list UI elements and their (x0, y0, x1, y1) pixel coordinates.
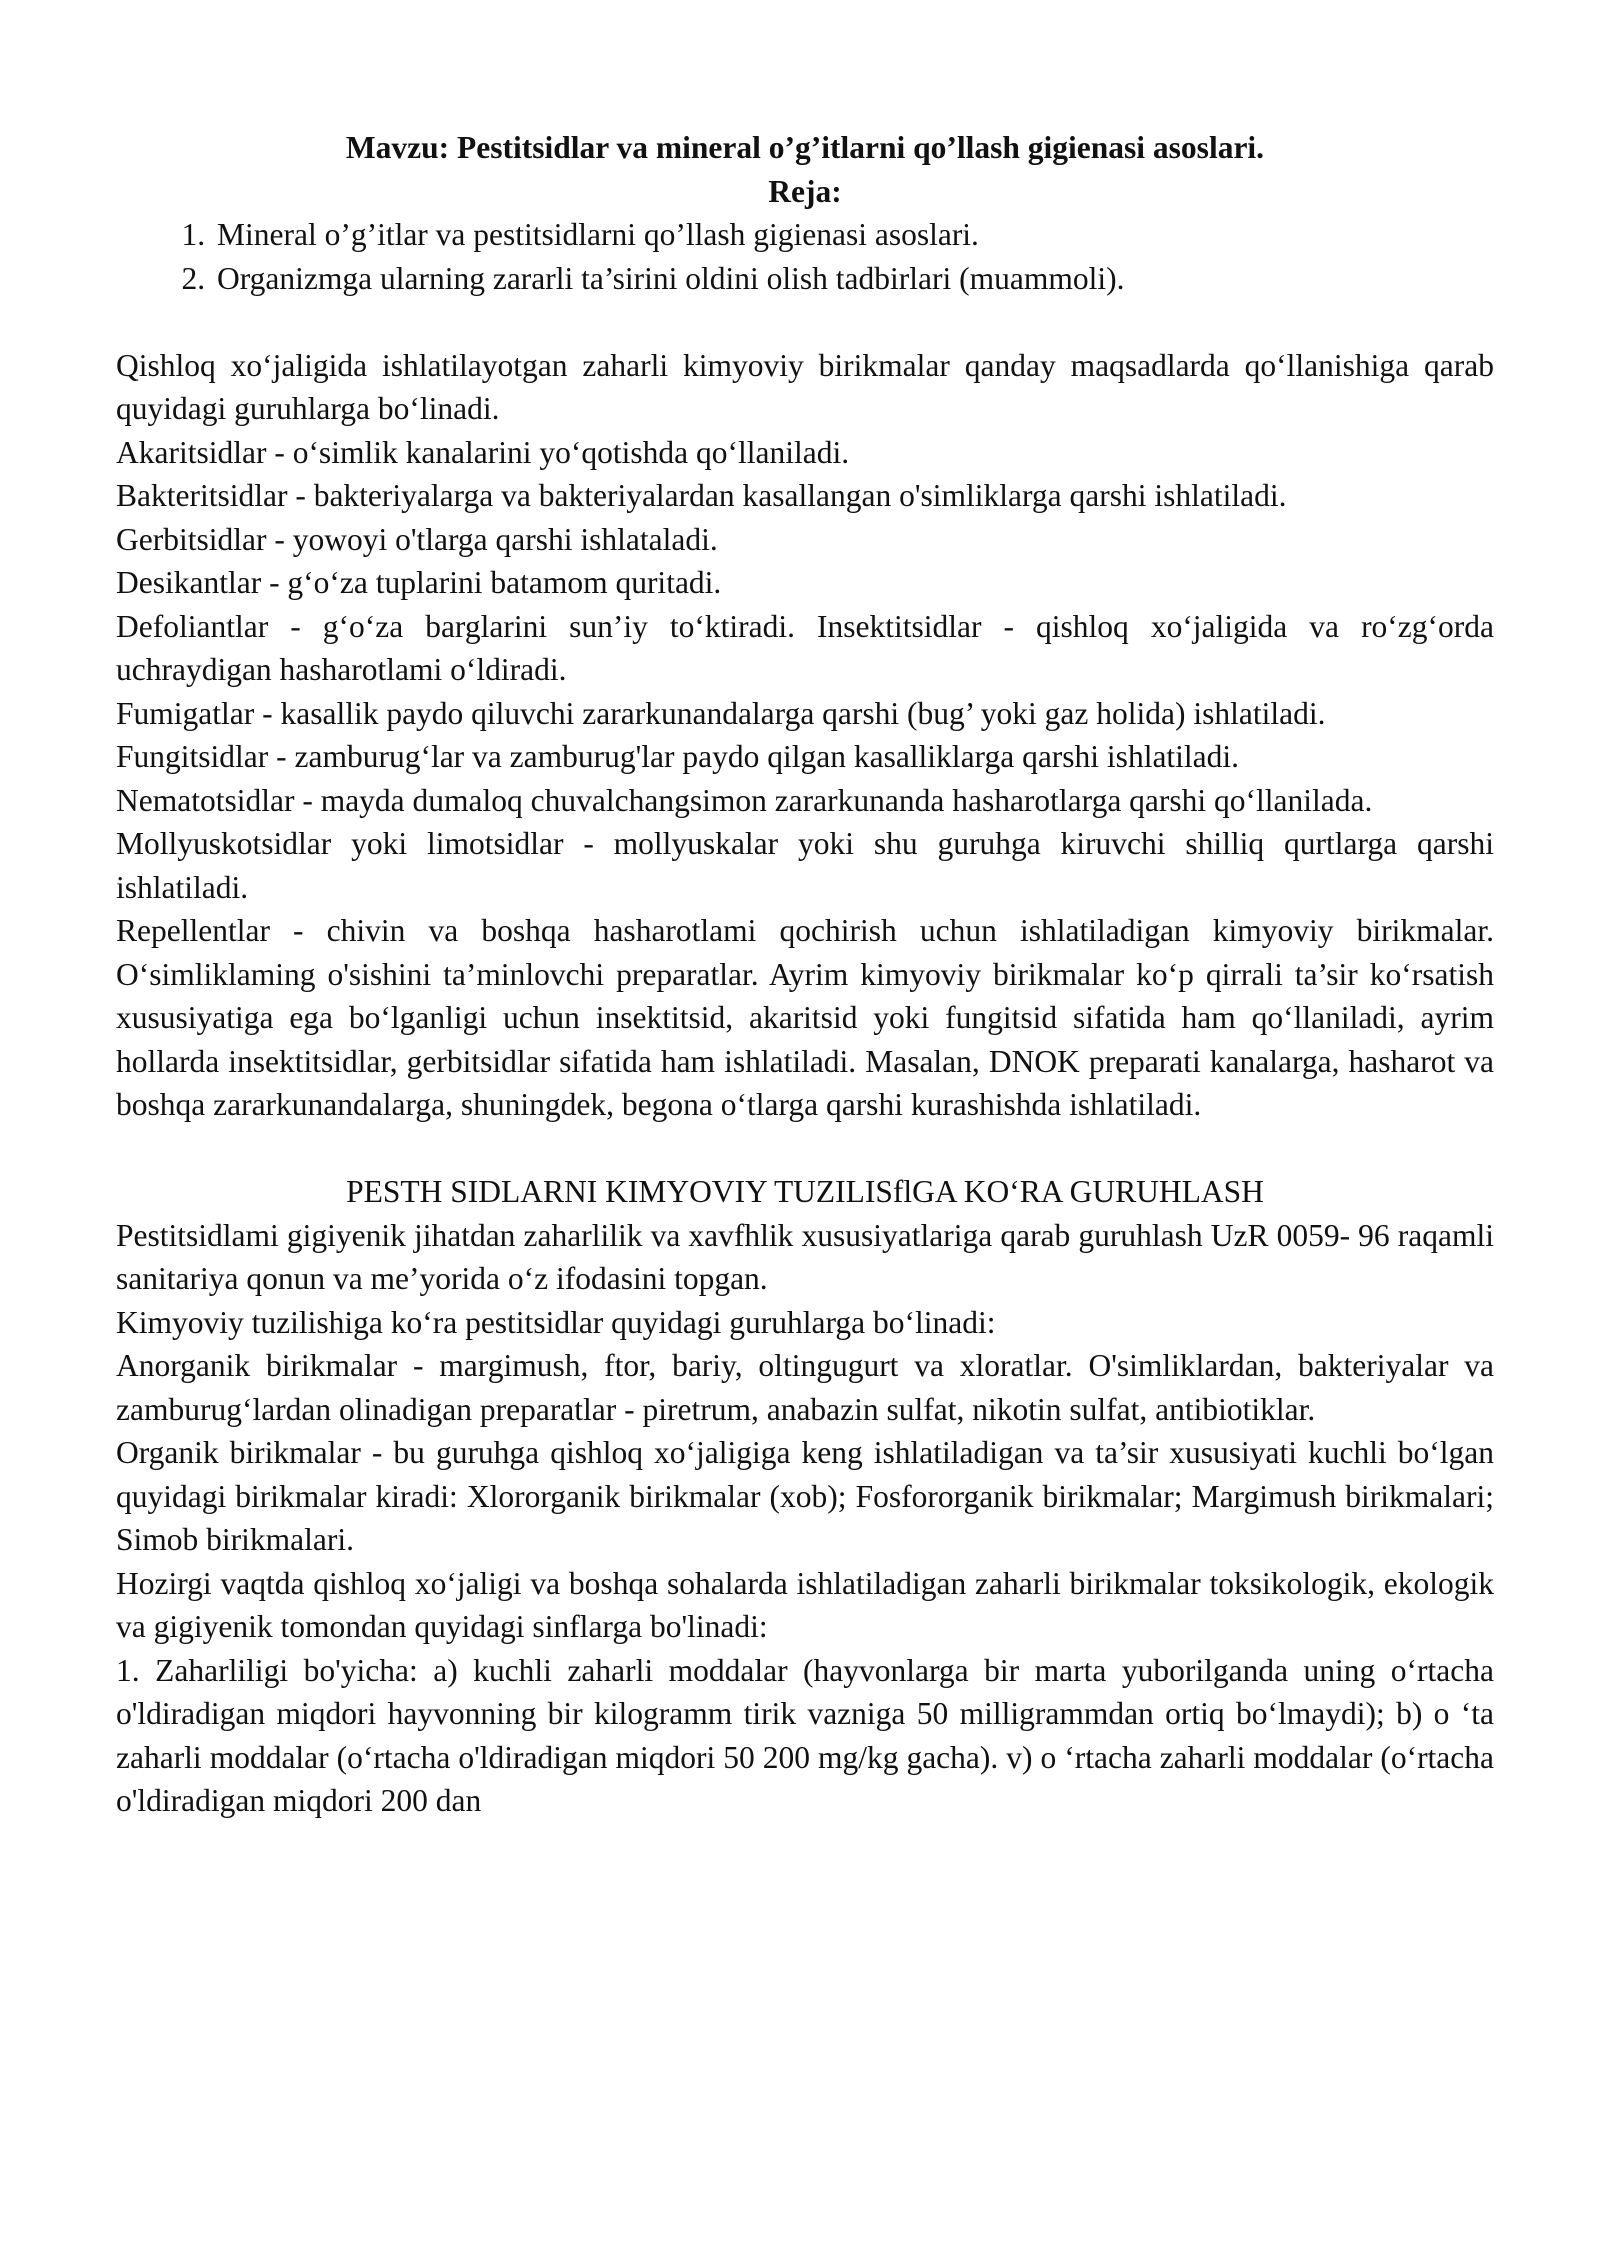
spacer (116, 300, 1494, 344)
plan-heading: Reja: (768, 173, 842, 209)
document-title: Mavzu: Pestitsidlar va mineral o’g’itlarni qo’llash gigienasi asoslari. (345, 130, 1265, 165)
paragraph-nematotsidlar: Nematotsidlar - mayda dumaloq chuvalchangsimon zararkunanda hasharotlarga qarshi qo‘llanilada. (116, 782, 1373, 818)
paragraph-zaharliligi: 1. Zaharliligi bo'yicha: a) kuchli zaharli moddalar (hayvonlarga bir marta yuborilganda uning o‘rtacha o'ldiradigan miqdori hayvonning bir kilogramm tirik vazniga 50 milligrammdan ortiq bo‘lmaydi); b) o ‘ta zaharli moddalar (o‘rtacha o'ldiradigan miqdori 50 200 mg/kg gacha). v) o ‘rtacha zaharli moddalar (o‘rtacha o'ldiradigan miqdori 200 dan (116, 1652, 1494, 1818)
paragraph-fumigatlar: Fumigatlar - kasallik paydo qiluvchi zararkunandalarga qarshi (bug’ yoki gaz holida) ishlatiladi. (116, 695, 1326, 731)
paragraph-sinflar: Hozirgi vaqtda qishloq xo‘jaligi va boshqa sohalarda ishlatiladigan zaharli birikmalar toksikologik, ekologik va gigiyenik tomondan quyidagi sinflarga bo'linadi: (116, 1565, 1494, 1644)
paragraph-fungitsidlar: Fungitsidlar - zamburug‘lar va zamburug'lar paydo qilgan kasalliklarga qarshi ishlatiladi. (116, 739, 1240, 774)
paragraph-repellentlar: Repellentlar - chivin va boshqa hasharotlami qochirish uchun ishlatiladigan kimyoviy birikmalar. O‘simliklaming o'sishini ta’minlovchi preparatlar. Ayrim kimyoviy birikmalar ko‘p qirrali ta’sir ko‘rsatish xususiyatiga ega bo‘lganligi uchun insektitsid, akaritsid yoki fungitsid sifatida ham qo‘llaniladi, ayrim hollarda insektitsidlar, gerbitsidlar sifatida ham ishlatiladi. Masalan, DNOK preparati kanalarga, hasharot va boshqa zararkunandalarga, shuningdek, begona o‘tlarga qarshi kurashishda ishlatiladi. (116, 913, 1494, 1122)
paragraph-intro: Qishloq xo‘jaligida ishlatilayotgan zaharli kimyoviy birikmalar qanday maqsadlarda qo‘llanishiga qarab quyidagi guruhlarga bo‘linadi. (116, 347, 1494, 426)
paragraph-gerbitsidlar: Gerbitsidlar - yowoyi o'tlarga qarshi ishlataladi. (116, 521, 718, 557)
paragraph-kimyoviy-tuzilish: Kimyoviy tuzilishiga ko‘ra pestitsidlar quyidagi guruhlarga bo‘linadi: (116, 1304, 996, 1340)
document-page (116, 126, 1494, 1823)
paragraph-desikantlar: Desikantlar - g‘o‘za tuplarini batamom quritadi. (116, 565, 722, 600)
plan-item: 1. Mineral o’g’itlar va pestitsidlarni qo’llash gigienasi asoslari. (213, 213, 1494, 257)
plan-item: 2. Organizmga ularning zararli ta’sirini oldini olish tadbirlari (muammoli). (213, 257, 1494, 301)
paragraph-organik: Organik birikmalar - bu guruhga qishloq xo‘jaligiga keng ishlatiladigan va ta’sir xususiyati kuchli bo‘lgan quyidagi birikmalar kiradi: Xlororganik birikmalar (xob); Fosfororganik birikmalar; Margimush birikmalari; Simob birikmalari. (116, 1435, 1494, 1557)
paragraph-defoliantlar: Defoliantlar - g‘o‘za barglarini sun’iy to‘ktiradi. Insektitsidlar - qishloq xo‘jaligida va ro‘zg‘orda uchraydigan hasharotlami o‘ldiradi. (116, 608, 1494, 687)
plan-list (116, 213, 1494, 300)
section-heading: PESTH SIDLARNI KIMYOVIY TUZILISflGA KO‘RA GURUHLASH (346, 1174, 1264, 1209)
spacer (116, 1127, 1494, 1171)
paragraph-bakteritsidlar: Bakteritsidlar - bakteriyalarga va bakteriyalardan kasallangan o'simliklarga qarshi ishlatiladi. (116, 478, 1287, 513)
paragraph-akaritsidlar: Akaritsidlar - o‘simlik kanalarini yo‘qotishda qo‘llaniladi. (116, 434, 850, 470)
paragraph-anorganik: Anorganik birikmalar - margimush, ftor, bariy, oltingugurt va xloratlar. O'simliklardan, bakteriyalar va zamburug‘lardan olinadigan preparatlar - piretrum, anabazin sulfat, nikotin sulfat, antibiotiklar. (116, 1348, 1494, 1427)
paragraph-mollyuskotsidlar: Mollyuskotsidlar yoki limotsidlar - mollyuskalar yoki shu guruhga kiruvchi shilliq qurtlarga qarshi ishlatiladi. (116, 826, 1494, 905)
paragraph-guruhlash: Pestitsidlami gigiyenik jihatdan zaharlilik va xavfhlik xususiyatlariga qarab guruhlash UzR 0059- 96 raqamli sanitariya qonun va me’yorida o‘z ifodasini topgan. (116, 1217, 1494, 1296)
